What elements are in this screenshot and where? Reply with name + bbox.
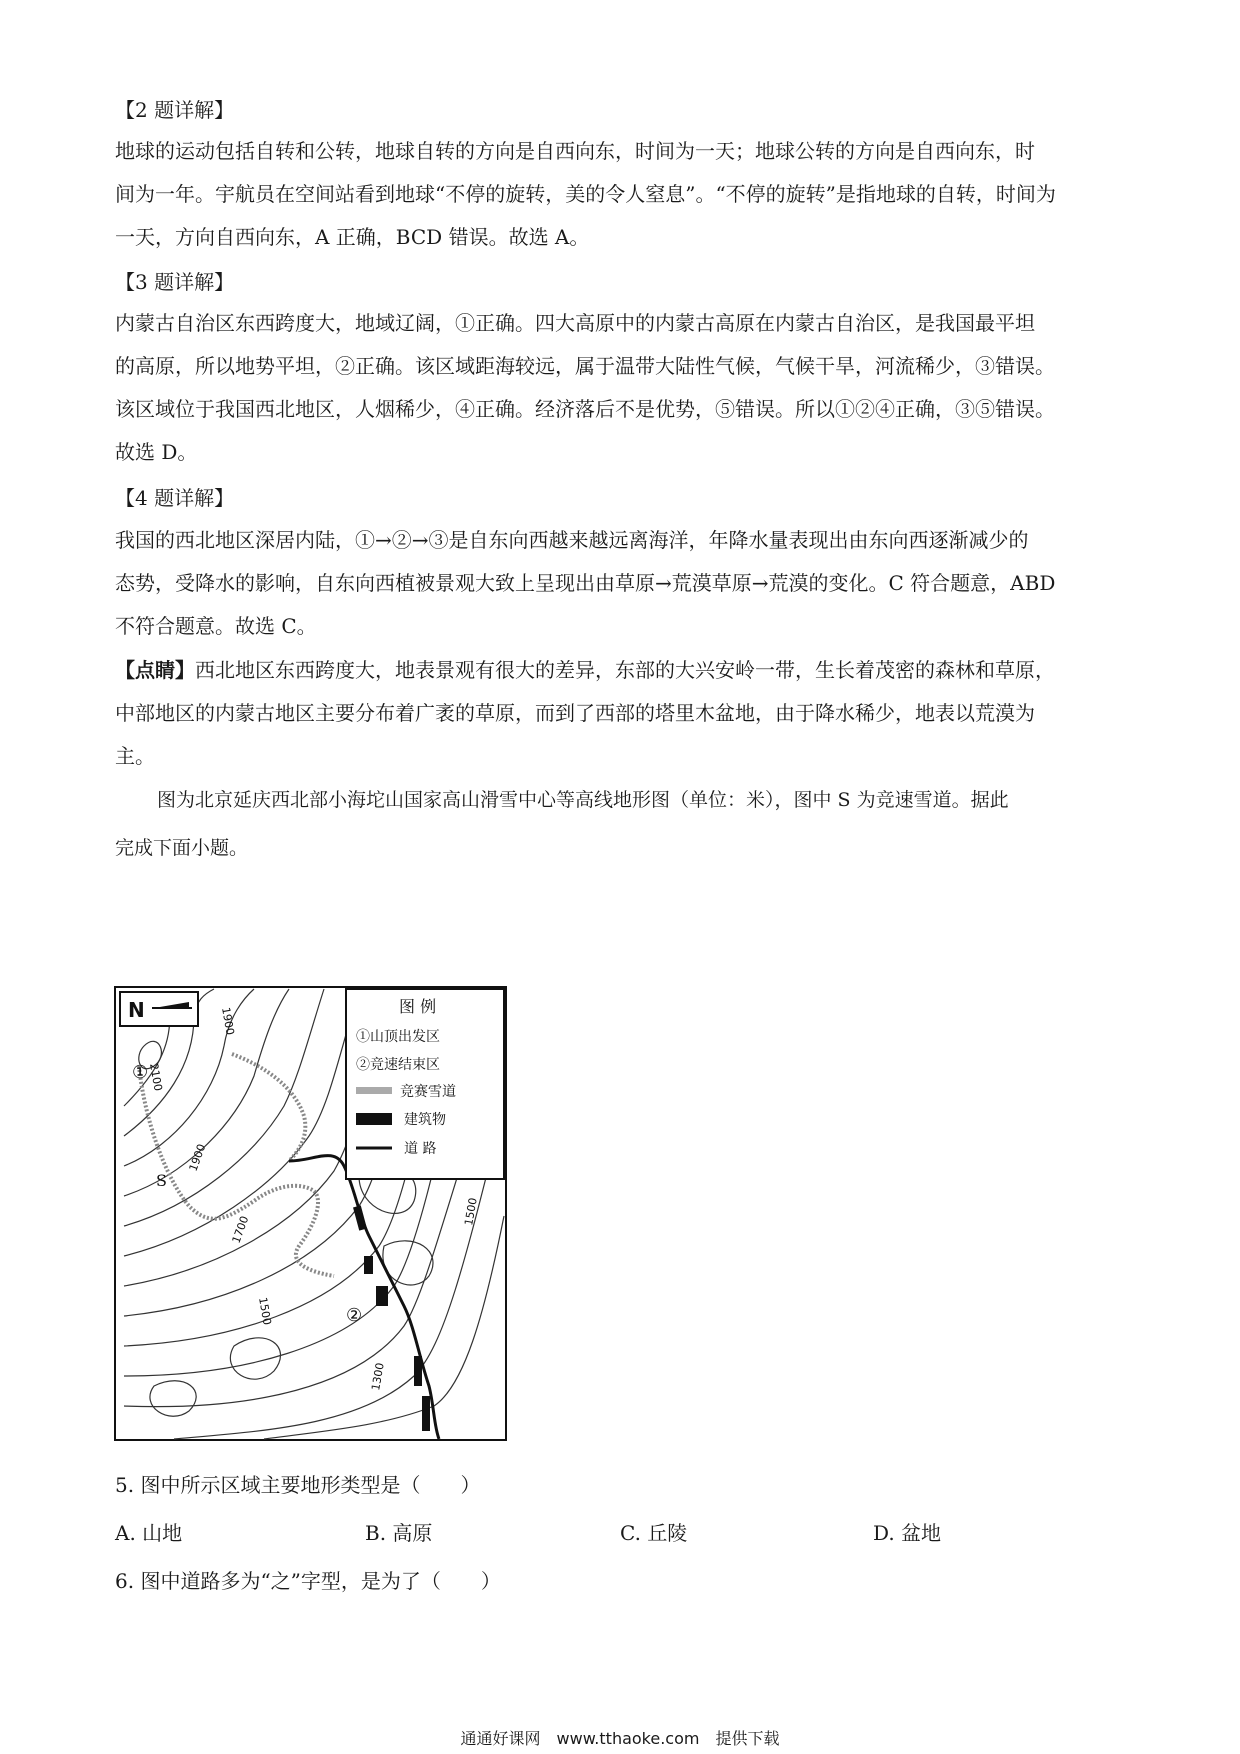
legend-item-start: ①山顶出发区 — [356, 1029, 440, 1045]
map-legend — [346, 989, 504, 1179]
contour-label: 1300 — [369, 1361, 387, 1392]
contour-label: 2100 — [147, 1062, 165, 1093]
start-marker: ① — [132, 1062, 149, 1083]
dianjing-tag: 【点睛】 — [115, 658, 195, 682]
section-3-line: 内蒙古自治区东西跨度大，地域辽阔，①正确。四大高原中的内蒙古高原在内蒙古自治区，是我国最平坦 — [115, 311, 1035, 335]
section-2-line: 地球的运动包括自转和公转，地球自转的方向是自西向东，时间为一天；地球公转的方向是自西向东，时 — [115, 139, 1035, 163]
section-3-line: 该区域位于我国西北地区，人烟稀少，④正确。经济落后不是优势，⑤错误。所以①②④正确，③⑤错误。 — [115, 397, 1055, 421]
caption-line: 图为北京延庆西北部小海坨山国家高山滑雪中心等高线地形图（单位：米），图中 S 为竞速雪道。据此 — [157, 789, 1009, 811]
caption-line: 完成下面小题。 — [115, 837, 249, 859]
legend-title: 图 例 — [399, 997, 437, 1016]
finish-marker: ② — [346, 1305, 363, 1326]
section-3-heading: 【3 题详解】 — [115, 270, 235, 294]
legend-item-road: 道 路 — [404, 1141, 437, 1157]
legend-item-finish: ②竞速结束区 — [356, 1057, 440, 1073]
dianjing-line: 主。 — [115, 744, 155, 768]
contour-label: 1500 — [462, 1196, 480, 1227]
section-4-line: 我国的西北地区深居内陆，①→②→③是自东向西越来越远离海洋，年降水量表现出由东向西逐渐减少的 — [115, 528, 1029, 552]
contour-map-figure — [114, 986, 507, 1441]
section-4-line: 态势，受降水的影响，自东向西植被景观大致上呈现出由草原→荒漠草原→荒漠的变化。C 符合题意，ABD — [115, 571, 1056, 595]
legend-item-building: 建筑物 — [404, 1112, 446, 1128]
section-2-line: 间为一年。宇航员在空间站看到地球“不停的旋转，美的令人窒息”。“不停的旋转”是指地球的自转，时间为 — [115, 182, 1056, 206]
north-label: N — [128, 998, 145, 1022]
section-2-heading: 【2 题详解】 — [115, 98, 235, 122]
question-5-stem: 5. 图中所示区域主要地形类型是（ ） — [115, 1473, 481, 1497]
section-3-body — [115, 302, 1135, 474]
legend-item-trail: 竞赛雪道 — [400, 1084, 456, 1100]
section-2-line: 一天，方向自西向东，A 正确，BCD 错误。故选 A。 — [115, 225, 590, 249]
figure-caption — [115, 776, 1135, 872]
section-3-line: 故选 D。 — [115, 440, 198, 464]
section-4-body — [115, 519, 1135, 648]
north-arrow — [120, 992, 198, 1026]
contour-label: 1700 — [229, 1214, 252, 1246]
question-5-option-c[interactable]: C. 丘陵 — [620, 1521, 688, 1545]
section-4-heading: 【4 题详解】 — [115, 486, 235, 510]
question-5-option-b[interactable]: B. 高原 — [365, 1521, 433, 1545]
dianjing-body — [115, 649, 1135, 778]
question-5-option-a[interactable]: A. 山地 — [115, 1521, 183, 1545]
page-footer[interactable]: 通通好课网 www.tthaoke.com 提供下载 — [460, 1729, 780, 1748]
question-5-option-d[interactable]: D. 盆地 — [873, 1521, 942, 1545]
contour-label: 1900 — [186, 1142, 209, 1174]
question-6-stem: 6. 图中道路多为“之”字型，是为了（ ） — [115, 1569, 501, 1593]
section-3-line: 的高原，所以地势平坦，②正确。该区域距海较远，属于温带大陆性气候，气候干旱，河流稀少，③错误。 — [115, 354, 1055, 378]
dianjing-line: 中部地区的内蒙古地区主要分布着广袤的草原，而到了西部的塔里木盆地，由于降水稀少，地表以荒漠为 — [115, 701, 1035, 725]
contour-label: 1900 — [219, 1006, 237, 1037]
contour-label: 1500 — [256, 1296, 274, 1327]
dianjing-line: 西北地区东西跨度大，地表景观有很大的差异，东部的大兴安岭一带，生长着茂密的森林和草原， — [195, 658, 1055, 682]
section-4-line: 不符合题意。故选 C。 — [115, 614, 317, 638]
s-marker: S — [156, 1171, 167, 1190]
contour-map — [114, 986, 507, 1441]
section-2-body — [115, 130, 1135, 259]
